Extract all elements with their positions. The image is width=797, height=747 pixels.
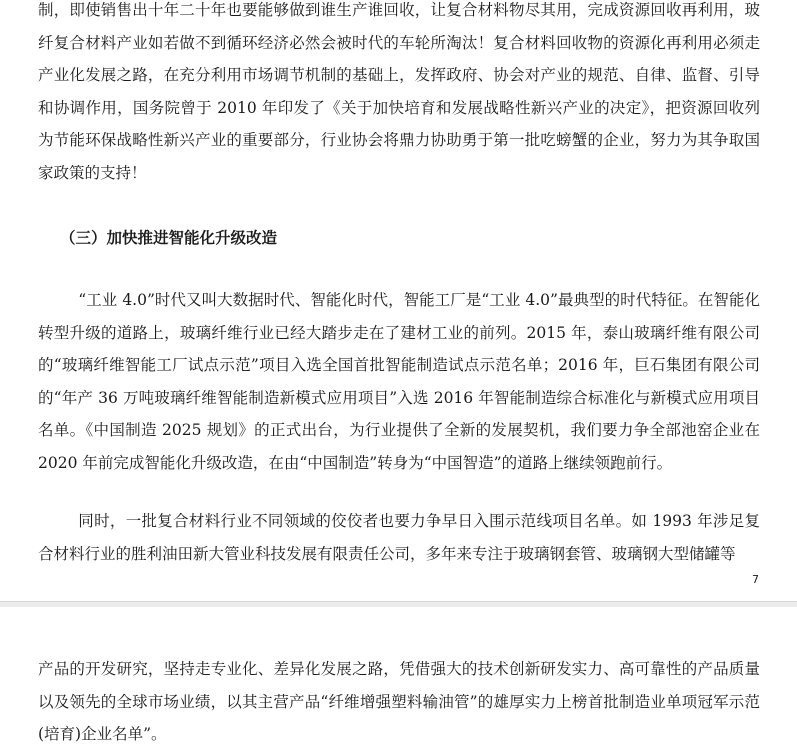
document-page-8 <box>0 607 797 747</box>
paragraph-industry-4-0: “工业 4.0”时代又叫大数据时代、智能化时代，智能工厂是“工业 4.0”最典型的时代特征。在智能化转型升级的道路上，玻璃纤维行业已经大踏步走在了建材工业的前列。2015 年，泰山玻璃纤维有限公司的“玻璃纤维智能工厂试点示范”项目入选全国首批智能制造试点示范名单；2016 年，巨石集团有限公司的“年产 36 万吨玻璃纤维智能制造新模式应用项目”入选 2016 年智能制造综合标准化与新模式应用项目名单。《中国制造 2025 规划》的正式出台，为行业提供了全新的发展契机，我们要力争全部池窑企业在 2020 年前完成智能化升级改造，在由“中国制造”转身为“中国智造”的道路上继续领跑前行。 <box>38 291 760 472</box>
paragraph-composite-leaders: 同时，一批复合材料行业不同领域的佼佼者也要力争早日入围示范线项目名单。如 1993 年涉足复合材料行业的胜利油田新大管业科技发展有限责任公司，多年来专注于玻璃钢套管、玻璃钢大型储罐等 <box>38 512 760 563</box>
page-number: 7 <box>752 573 759 586</box>
paragraph-product-continuation: 产品的开发研究，坚持走专业化、差异化发展之路，凭借强大的技术创新研发实力、高可靠性的产品质量以及领先的全球市场业绩，以其主营产品“纤维增强塑料输油管”的雄厚实力上榜首批制造业单项冠军示范(培育)企业名单”。 <box>38 660 760 743</box>
section-heading-intelligent-upgrade: （三）加快推进智能化升级改造 <box>60 229 278 247</box>
paragraph-recycling-continuation: 制，即使销售出十年二十年也要能够做到谁生产谁回收，让复合材料物尽其用，完成资源回收再利用，玻纤复合材料产业如若做不到循环经济必然会被时代的车轮所淘汰！复合材料回收物的资源化再利用必须走产业化发展之路，在充分利用市场调节机制的基础上，发挥政府、协会对产业的规范、自律、监督、引导和协调作用，国务院曾于 2010 年印发了《关于加快培育和发展战略性新兴产业的决定》，把资源回收列为节能环保战略性新兴产业的重要部分，行业协会将鼎力协助勇于第一批吃螃蟹的企业，努力为其争取国家政策的支持！ <box>38 1 760 182</box>
